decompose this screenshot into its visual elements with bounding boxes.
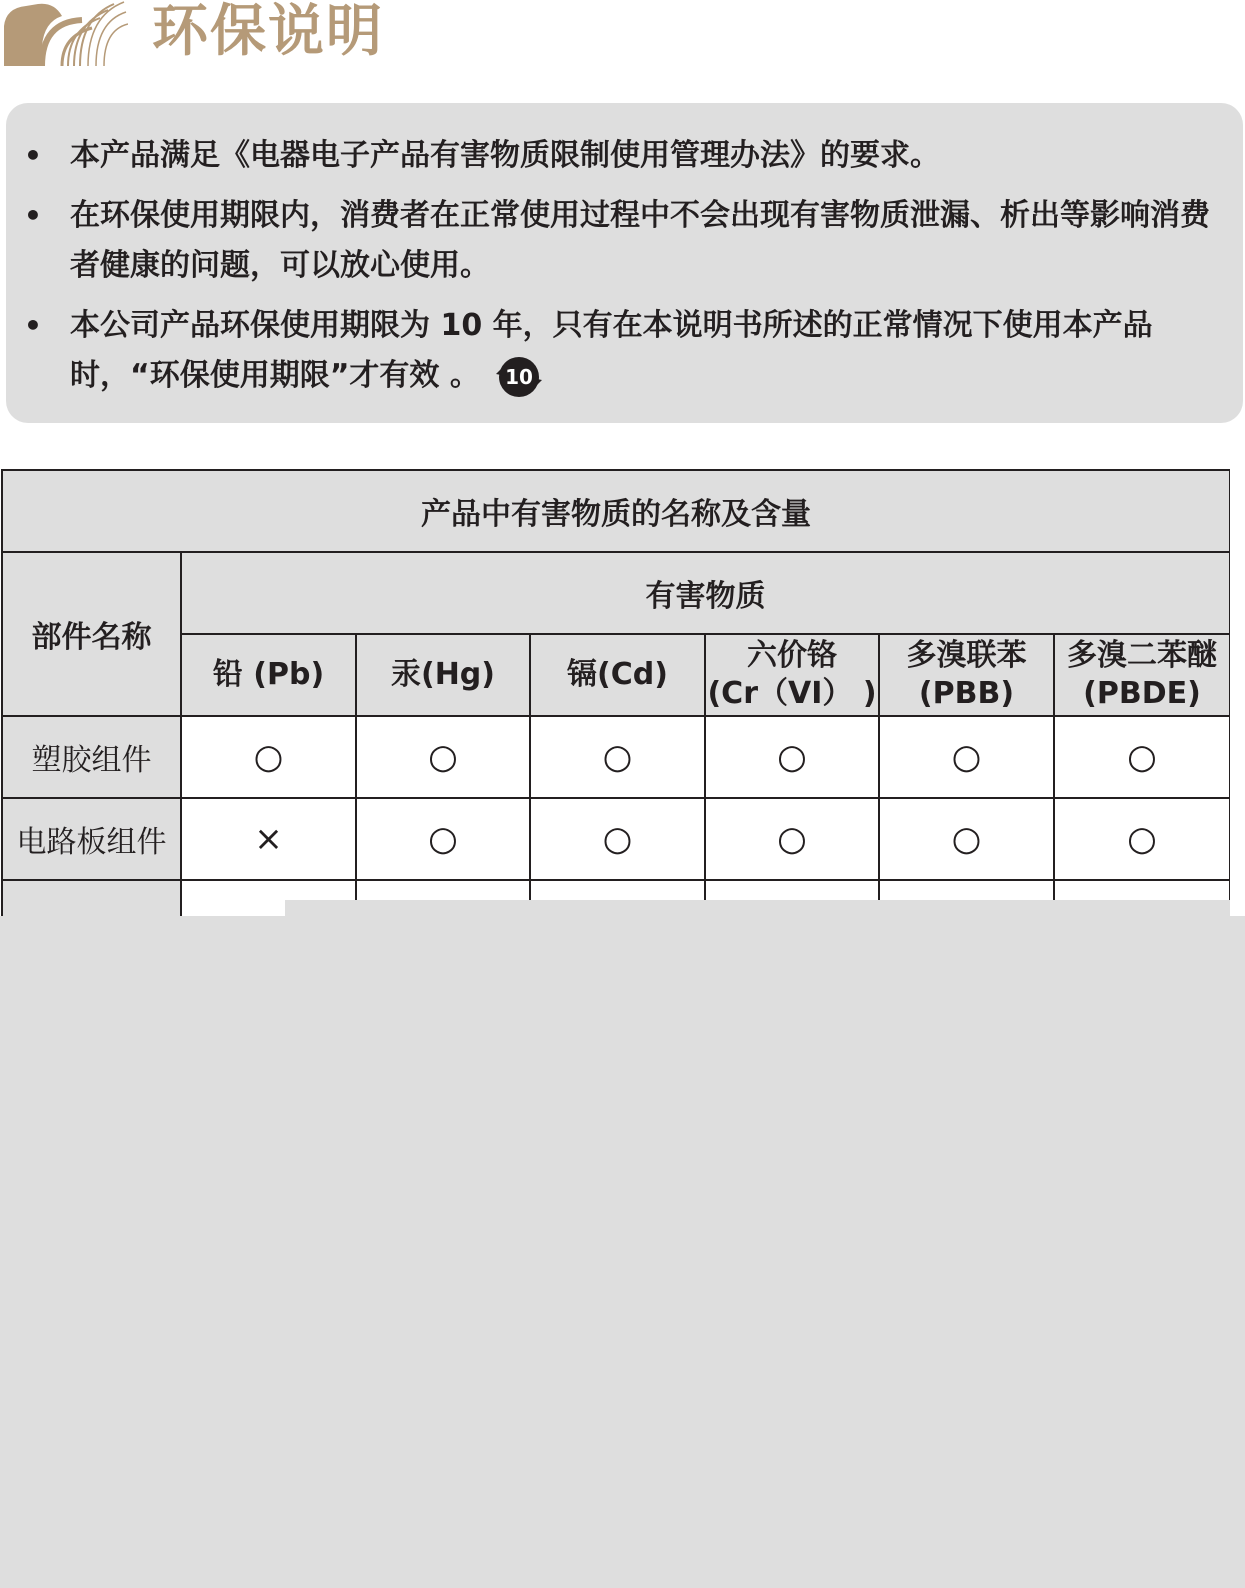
epup-10-icon (494, 352, 544, 402)
value-cell: ○ (356, 716, 530, 798)
part-name-header: 部件名称 (2, 552, 181, 716)
notice-text: 在环保使用期限内，消费者在正常使用过程中不会出现有害物质泄漏、析出等影响消费者健康的问题，可以放心使用。 (70, 198, 1210, 283)
notice-list (20, 131, 1220, 412)
substance-group-header: 有害物质 (181, 552, 1230, 634)
value-cell: ○ (705, 716, 879, 798)
value-cell: ○ (879, 716, 1054, 798)
occluding-panel (0, 916, 1245, 1588)
column-header-pbb: 多溴联苯 (PBB) (879, 634, 1054, 716)
bullet: • (24, 309, 42, 342)
environmental-notice-box (6, 103, 1243, 423)
page-title: 环保说明 (152, 0, 384, 64)
value-cell: × (181, 798, 356, 880)
notice-item (20, 131, 1220, 181)
value-cell: ○ (181, 716, 356, 798)
bullet: • (24, 199, 42, 232)
notice-text: 本公司产品环保使用期限为 10 年，只有在本说明书所述的正常情况下使用本产品时，“环保使用期限”才有效 。 (70, 308, 1153, 393)
notice-text: 本产品满足《电器电子产品有害物质限制使用管理办法》的要求。 (70, 138, 940, 173)
column-header-pb: 铅 (Pb) (181, 634, 356, 716)
value-cell: ○ (705, 798, 879, 880)
part-name-cell: 塑胶组件 (2, 716, 181, 798)
table-row (2, 798, 1230, 880)
table-caption: 产品中有害物质的名称及含量 (2, 470, 1230, 552)
column-header-cr6: 六价铬 (Cr（VI） ) (705, 634, 879, 716)
value-cell: ○ (356, 798, 530, 880)
part-name-cell: 电路板组件 (2, 798, 181, 880)
value-cell: ○ (530, 716, 705, 798)
value-cell: ○ (1054, 716, 1230, 798)
part-name-cell (2, 880, 181, 917)
brand-logo (4, 0, 128, 66)
column-header-pbde: 多溴二苯醚 (PBDE) (1054, 634, 1230, 716)
value-cell: ○ (530, 798, 705, 880)
value-cell: ○ (1054, 798, 1230, 880)
hazardous-substance-table (1, 469, 1230, 917)
hazardous-substance-table-wrap (0, 469, 1230, 917)
column-header-cd: 镉(Cd) (530, 634, 705, 716)
table-row (2, 716, 1230, 798)
notice-item (20, 191, 1220, 291)
bullet: • (24, 139, 42, 172)
column-header-hg: 汞(Hg) (356, 634, 530, 716)
value-cell: ○ (879, 798, 1054, 880)
epup-label: 10 (505, 364, 534, 389)
notice-item (20, 301, 1220, 402)
